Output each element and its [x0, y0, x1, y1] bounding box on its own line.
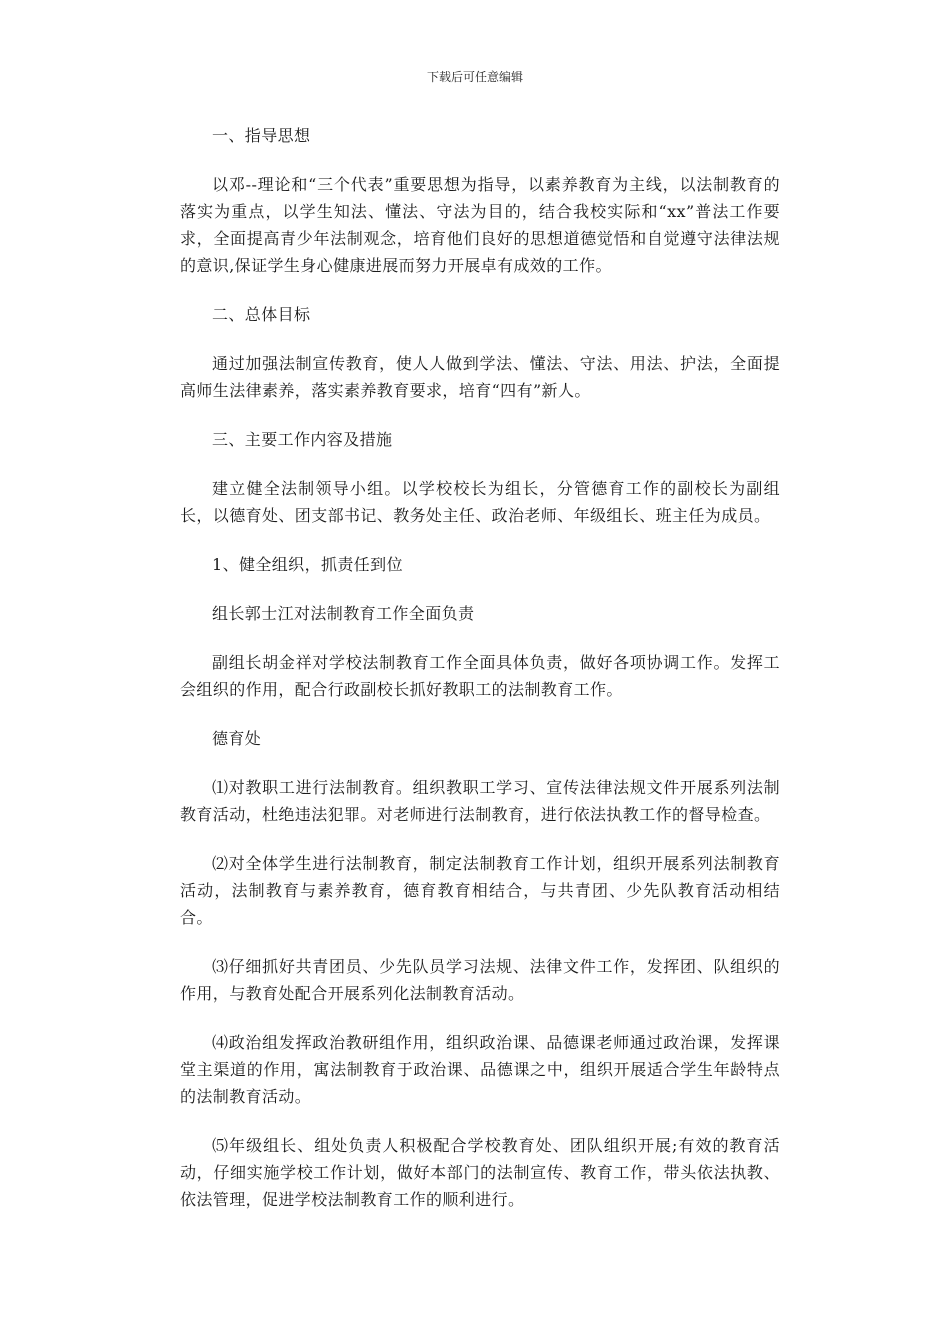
list-item-3: ⑶仔细抓好共青团员、少先队员学习法规、法律文件工作，发挥团、队组织的作用，与教育处配合开展系列化法制教育活动。	[180, 957, 780, 1003]
subheading-moral-education-office: 德育处	[212, 729, 262, 748]
paragraph-guiding-ideology: 以邓--理论和“三个代表”重要思想为指导，以素养教育为主线，以法制教育的落实为重点，以学生知法、懂法、守法为目的，结合我校实际和“xx”普法工作要求，全面提高青少年法制观念，培育他们良好的思想道德觉悟和自觉遵守法律法规的意识,保证学生身心健康进展而努力开展卓有成效的工作。	[180, 175, 780, 275]
download-note: 下载后可任意编辑	[426, 70, 523, 84]
section-heading-guiding-ideology: 一、指导思想	[212, 126, 311, 145]
document-body	[180, 122, 780, 1235]
paragraph-group-leader: 组长郭士江对法制教育工作全面负责	[212, 604, 475, 623]
list-item-4: ⑷政治组发挥政治教研组作用，组织政治课、品德课老师通过政治课，发挥课堂主渠道的作用，寓法制教育于政治课、品德课之中，组织开展适合学生年龄特点的法制教育活动。	[180, 1033, 780, 1106]
subheading-organization: 1、健全组织，抓责任到位	[212, 555, 403, 574]
list-item-1: ⑴对教职工进行法制教育。组织教职工学习、宣传法律法规文件开展系列法制教育活动，杜绝违法犯罪。对老师进行法制教育，进行依法执教工作的督导检查。	[180, 778, 780, 824]
paragraph-overall-goal: 通过加强法制宣传教育，使人人做到学法、懂法、守法、用法、护法，全面提高师生法律素养，落实素养教育要求，培育“四有”新人。	[180, 354, 780, 400]
section-heading-overall-goal: 二、总体目标	[212, 305, 311, 324]
section-heading-main-work: 三、主要工作内容及措施	[212, 430, 393, 449]
list-item-2: ⑵对全体学生进行法制教育，制定法制教育工作计划，组织开展系列法制教育活动，法制教育与素养教育，德育教育相结合，与共青团、少先队教育活动相结合。	[180, 854, 780, 927]
paragraph-deputy-leader: 副组长胡金祥对学校法制教育工作全面具体负责，做好各项协调工作。发挥工会组织的作用，配合行政副校长抓好教职工的法制教育工作。	[180, 653, 780, 699]
list-item-5: ⑸年级组长、组处负责人积极配合学校教育处、团队组织开展;有效的教育活动，仔细实施学校工作计划，做好本部门的法制宣传、教育工作，带头依法执教、依法管理，促进学校法制教育工作的顺利进行。	[180, 1136, 780, 1209]
paragraph-leadership-group: 建立健全法制领导小组。以学校校长为组长，分管德育工作的副校长为副组长，以德育处、团支部书记、教务处主任、政治老师、年级组长、班主任为成员。	[180, 479, 780, 525]
